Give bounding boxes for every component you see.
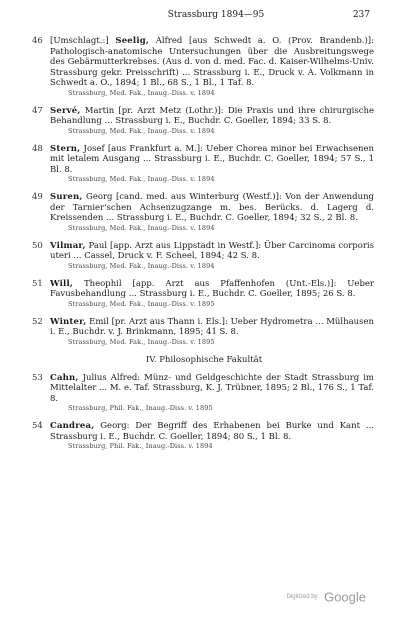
bibliography-entry: [34, 279, 374, 309]
entry-description: Georg [cand. med. aus Winterburg (Westf.)]: Von der Anwendung der Tarnier'schen Achsenzugzange m. bes. Berücks. d. Lagerg d. Kreissenden ... Strassburg i. E., Buchdr. C. Goeller, 1894; 32 S., 2 Bl. 8.: [50, 192, 374, 223]
bibliography-entry: [34, 373, 374, 414]
bibliography-entry: [34, 421, 374, 451]
entry-text: [50, 317, 374, 338]
dissertation-note: Strassburg, Med. Fak., Inaug.-Diss. v. 1895: [68, 299, 215, 308]
bibliography-entry: [34, 106, 374, 136]
author-name: Seelig,: [115, 36, 150, 46]
dissertation-note: Strassburg, Med. Fak., Inaug.-Diss. v. 1894: [68, 261, 215, 270]
author-name: Suren,: [50, 192, 83, 202]
entry-text: [50, 279, 374, 300]
entry-number: 51: [32, 278, 43, 289]
entry-text: [50, 192, 374, 224]
author-name: Winter,: [50, 316, 87, 327]
philosophy-faculty-entries: [34, 373, 374, 452]
entry-description: Martin [pr. Arzt Metz (Lothr.)]: Die Praxis und ihre chirurgische Behandlung ... Strassburg i. E., Buchdr. C. Goeller, 1894; 33 S. 8.: [50, 105, 374, 126]
dissertation-note: Strassburg, Phil. Fak., Inaug.-Diss. v. 1894: [68, 442, 213, 450]
entry-description: Alfred [aus Schwedt a. O. (Prov. Brandenb.)]: Pathologisch-anatomische Untersuchungen über die Ausbreitungswege des Gebärmutterkrebses. (Aus d. von d. med. Fac. d. Kaiser-Wilhelms-Univ. Strassburg gekr. Preisschrift) ... Strassburg i. E., Druck v. A. Volkmann in Schwedt a. O., 1894; 1 Bl., 68 S., 1 Bl., 1 Taf. 8.: [50, 36, 374, 88]
entry-text: [50, 36, 374, 89]
entry-description: Julius Alfred: Münz- und Geldgeschichte der Stadt Strassburg im Mittelalter ... M. e. Taf. Strassburg, K. J. Trübner, 1895; 2 Bl., 176 S., 1 Taf. 8.: [50, 372, 374, 404]
medical-faculty-entries: [34, 36, 374, 347]
author-name: Will,: [50, 278, 74, 289]
entry-text: [50, 241, 374, 262]
bibliography-entry: [34, 241, 374, 271]
entry-number: 46: [32, 36, 43, 46]
entry-text: [50, 106, 374, 127]
entry-description: Emil [pr. Arzt aus Thann i. Els.]: Ueber Hydrometra ... Mülhausen i. E., Buchdr. v. J. Brinkmann, 1895; 41 S. 8.: [50, 316, 374, 337]
bibliography-list: [34, 36, 374, 459]
entry-number: 53: [32, 372, 43, 383]
author-name: Servé,: [50, 105, 81, 116]
entry-description: Paul [app. Arzt aus Lippstadt in Westf.]: Über Carcinoma corporis uteri ... Cassel, Druck v. F. Scheel, 1894; 42 S. 8.: [50, 240, 374, 261]
entry-text: [50, 421, 374, 442]
bibliography-entry: [34, 144, 374, 185]
section-heading: IV. Philosophische Fakultät: [145, 354, 263, 365]
dissertation-note: Strassburg, Phil. Fak., Inaug.-Diss. v. 1895: [68, 404, 213, 412]
dissertation-note: Strassburg, Med. Fak., Inaug.-Diss. v. 1895: [68, 337, 215, 346]
author-name: Stern,: [50, 143, 81, 154]
entry-description: Theophil [app. Arzt aus Pfaffenhofen (Unt.-Els.)]: Ueber Favusbehandlung ... Strassburg i. E., Buchdr. C. Goeller, 1895; 26 S. 8.: [50, 278, 374, 299]
author-name: Vilmar,: [50, 240, 86, 251]
entry-number: 50: [32, 240, 43, 251]
header-title: Strassburg 1894—95: [167, 10, 265, 20]
dissertation-note: Strassburg, Med. Fak., Inaug.-Diss. v. 1894: [68, 175, 215, 183]
watermark-logo: Google: [324, 589, 366, 605]
page-number: 237: [352, 10, 370, 20]
entry-number: 54: [32, 421, 43, 431]
bibliography-entry: [34, 36, 374, 98]
bibliography-entry: [34, 192, 374, 233]
dissertation-note: Strassburg, Med. Fak., Inaug.-Diss. v. 1894: [68, 88, 215, 97]
entry-text: [50, 144, 374, 176]
entry-number: 49: [32, 192, 43, 202]
bibliography-entry: [34, 317, 374, 347]
author-name: Cahn,: [50, 372, 79, 383]
entry-number: 48: [32, 143, 43, 154]
entry-number: 52: [32, 316, 43, 327]
entry-text: [50, 373, 374, 405]
entry-description: Josef [aus Frankfurt a. M.]: Ueber Chorea minor bei Erwachsenen mit letalem Ausgang ... Strassburg i. E., Buchdr. C. Goeller, 1894; 57 S., 1 Bl. 8.: [50, 143, 374, 175]
entry-number: 47: [32, 105, 43, 116]
running-header: [56, 10, 370, 24]
entry-description: Georg: Der Begriff des Erhabenen bei Burke und Kant ... Strassburg i. E., Buchdr. C. Goeller, 1894; 80 S., 1 Bl. 8.: [50, 421, 374, 442]
digitized-by-google-watermark: [287, 588, 366, 606]
dissertation-note: Strassburg, Med. Fak., Inaug.-Diss. v. 1894: [68, 126, 215, 135]
author-name: Candrea,: [50, 421, 95, 431]
entry-prefix: [Umschlagt.:]: [50, 36, 116, 46]
watermark-prefix: Digitized by: [286, 593, 318, 600]
dissertation-note: Strassburg, Med. Fak., Inaug.-Diss. v. 1894: [68, 223, 215, 232]
